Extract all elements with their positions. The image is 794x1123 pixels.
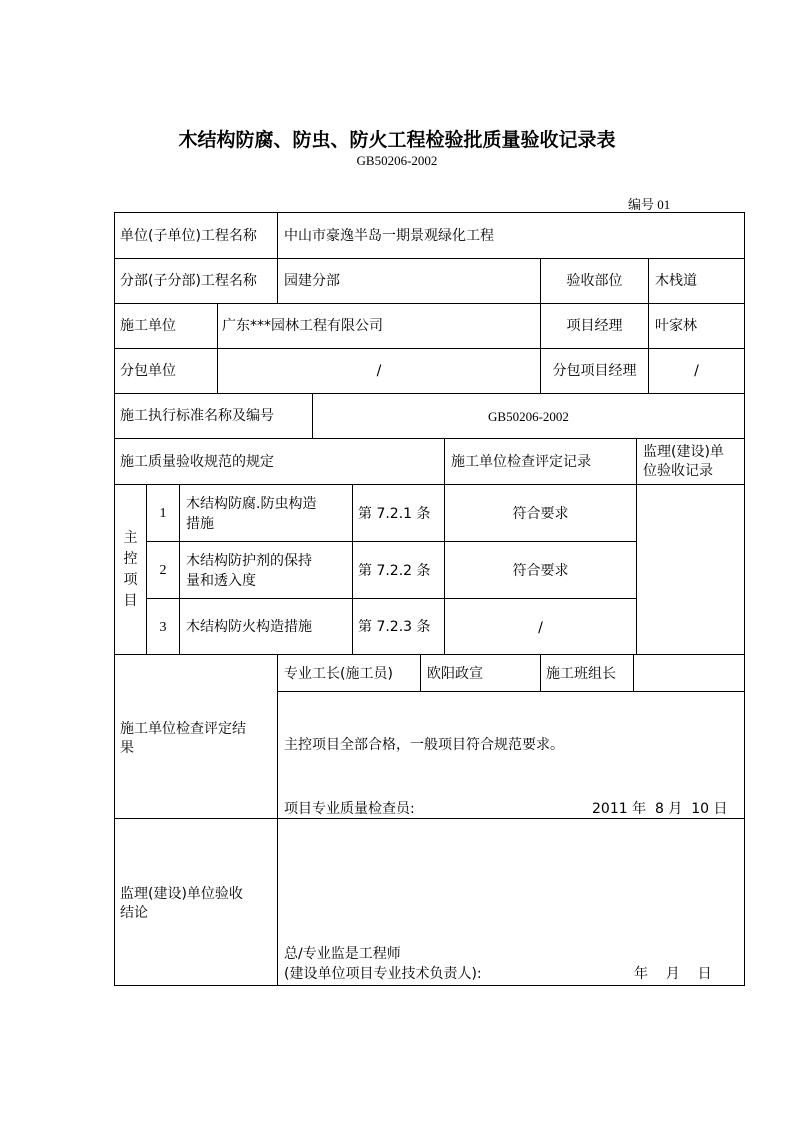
subcontract-unit-value: / <box>376 363 382 379</box>
item-2-desc-line1: 木结构防护剂的保持 <box>186 553 312 569</box>
item-3-number: 3 <box>159 620 167 635</box>
supervision-date-blank: 年 月 日 <box>634 966 712 982</box>
subcontract-unit-label: 分包单位 <box>120 363 176 379</box>
standard-label: 施工执行标准名称及编号 <box>120 408 274 424</box>
item-3-desc-line1: 木结构防火构造措施 <box>186 619 312 635</box>
subcontract-manager-value: / <box>694 363 699 379</box>
sub-project-label: 分部(子分部)工程名称 <box>120 273 257 289</box>
inspection-label-line2: 果 <box>120 740 134 756</box>
acceptance-part-label: 验收部位 <box>566 273 623 289</box>
chief-engineer-label: 总/专业监是工程师 <box>284 946 401 962</box>
standard-code: GB50206-2002 <box>356 153 438 168</box>
inspection-conclusion: 主控项目全部合格，一般项目符合规范要求。 <box>284 737 564 753</box>
inspection-date: 2011 年 8 月 10 日 <box>592 801 728 817</box>
main-items-label-4: 目 <box>123 593 138 609</box>
unit-project-value: 中山市豪逸半岛一期景观绿化工程 <box>284 228 494 244</box>
foreman-label: 专业工长(施工员) <box>284 666 393 682</box>
project-manager-value: 叶家林 <box>655 318 697 334</box>
project-manager-label: 项目经理 <box>566 318 623 334</box>
construction-unit-value: 广东***园林工程有限公司 <box>222 318 383 334</box>
item-2-result: 符合要求 <box>512 563 569 579</box>
item-1-desc-line2: 措施 <box>186 516 214 532</box>
item-1-result: 符合要求 <box>512 506 569 522</box>
check-header: 施工单位检查评定记录 <box>451 454 591 470</box>
item-3-result: / <box>538 620 543 636</box>
supervision-label-line2: 结论 <box>120 905 148 921</box>
quality-inspector-label: 项目专业质量检查员: <box>284 801 415 817</box>
construction-unit-label: 施工单位 <box>120 318 176 334</box>
item-1-clause: 第 7.2.1 条 <box>358 506 431 522</box>
owner-technical-lead-label: (建设单位项目专业技术负责人): <box>284 966 482 982</box>
supervision-header-line1: 监理(建设)单 <box>643 444 724 460</box>
supervision-label-line1: 监理(建设)单位验收 <box>120 886 243 902</box>
main-items-label-2: 控 <box>123 551 138 567</box>
item-1-number: 1 <box>159 506 167 521</box>
item-2-number: 2 <box>159 563 167 578</box>
item-2-desc-line2: 量和透入度 <box>186 573 256 589</box>
item-3-clause: 第 7.2.3 条 <box>358 619 431 635</box>
main-items-label-1: 主 <box>123 530 138 546</box>
subcontract-manager-label: 分包项目经理 <box>552 363 637 379</box>
main-items-label-3: 项 <box>123 572 138 588</box>
standard-value: GB50206-2002 <box>488 409 569 424</box>
foreman-value: 欧阳政宣 <box>427 666 483 682</box>
form-title: 木结构防腐、防虫、防火工程检验批质量验收记录表 <box>178 129 616 151</box>
supervision-header-line2: 位验收记录 <box>643 463 713 479</box>
serial-number: 编号 01 <box>628 197 671 212</box>
spec-header: 施工质量验收规范的规定 <box>120 454 274 470</box>
team-leader-label: 施工班组长 <box>546 666 616 682</box>
acceptance-part-value: 木栈道 <box>655 273 697 289</box>
sub-project-value: 园建分部 <box>284 273 340 289</box>
inspection-label-line1: 施工单位检查评定结 <box>120 721 246 737</box>
item-2-clause: 第 7.2.2 条 <box>358 563 431 579</box>
item-1-desc-line1: 木结构防腐.防虫构造 <box>186 496 317 512</box>
unit-project-label: 单位(子单位)工程名称 <box>120 228 257 244</box>
